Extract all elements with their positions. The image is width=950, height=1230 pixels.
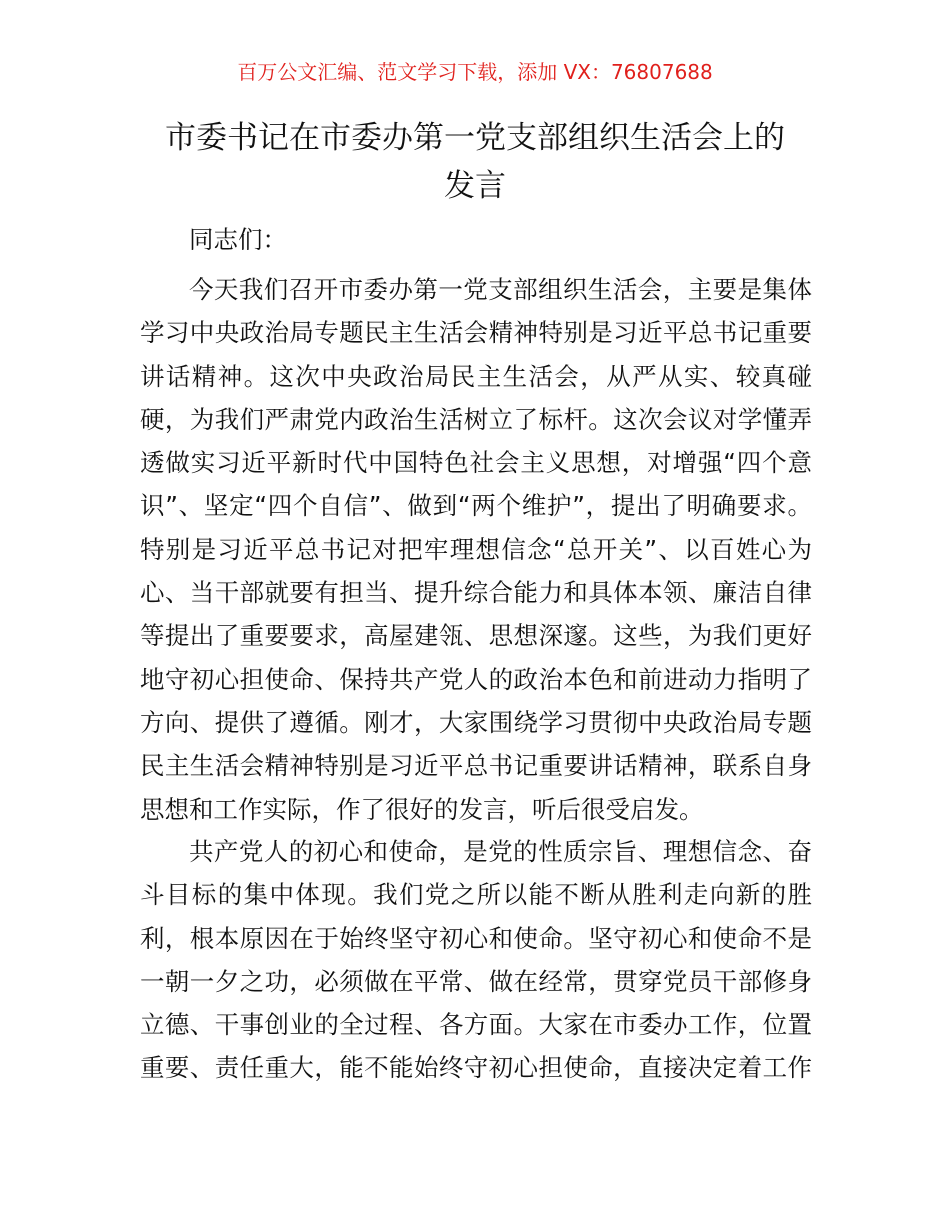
paragraph-line: 立德、干事创业的全过程、各方面。大家在市委办工作，位置 bbox=[140, 1010, 812, 1040]
paragraph-line: 今天我们召开市委办第一党支部组织生活会，主要是集体 bbox=[189, 275, 812, 304]
paragraph-line: 思想和工作实际，作了很好的发言，听后很受启发。 bbox=[140, 794, 704, 824]
paragraph-line: 学习中央政治局专题民主生活会精神特别是习近平总书记重要 bbox=[140, 318, 812, 348]
paragraph-line: 重要、责任重大，能不能始终守初心担使命，直接决定着工作 bbox=[140, 1053, 812, 1083]
paragraph-line: 特别是习近平总书记对把牢理想信念“总开关”、以百姓心为 bbox=[140, 534, 812, 564]
paragraph-line: 识”、坚定“四个自信”、做到“两个维护”，提出了明确要求。 bbox=[140, 491, 812, 521]
title-line-1: 市委书记在市委办第一党支部组织生活会上的 bbox=[165, 120, 785, 156]
paragraph-line: 共产党人的初心和使命，是党的性质宗旨、理想信念、奋 bbox=[189, 837, 812, 866]
paragraph-line: 斗目标的集中体现。我们党之所以能不断从胜利走向新的胜 bbox=[140, 880, 812, 910]
paragraph-line: 透做实习近平新时代中国特色社会主义思想，对增强“四个意 bbox=[140, 448, 812, 478]
document-title bbox=[140, 114, 810, 210]
paragraph-line: 方向、提供了遵循。刚才，大家围绕学习贯彻中央政治局专题 bbox=[140, 707, 812, 737]
paragraph-line: 硬，为我们严肃党内政治生活树立了标杆。这次会议对学懂弄 bbox=[140, 404, 812, 434]
paragraph-line: 民主生活会精神特别是习近平总书记重要讲话精神，联系自身 bbox=[140, 751, 812, 781]
paragraph-line: 一朝一夕之功，必须做在平常、做在经常，贯穿党员干部修身 bbox=[140, 966, 812, 996]
watermark-header-note: 百万公文汇编、范文学习下载，添加 VX：76807688 bbox=[237, 60, 713, 84]
paragraph-line: 讲话精神。这次中央政治局民主生活会，从严从实、较真碰 bbox=[140, 361, 812, 391]
paragraph-line: 利，根本原因在于始终坚守初心和使命。坚守初心和使命不是 bbox=[140, 923, 812, 953]
paragraph-1 bbox=[140, 268, 812, 831]
greeting: 同志们： bbox=[189, 225, 287, 254]
paragraph-line: 心、当干部就要有担当、提升综合能力和具体本领、廉洁自律 bbox=[140, 578, 812, 608]
paragraph-line: 地守初心担使命、保持共产党人的政治本色和前进动力指明了 bbox=[140, 664, 812, 694]
paragraph-2 bbox=[140, 830, 812, 1090]
paragraph-line: 等提出了重要要求，高屋建瓴、思想深邃。这些，为我们更好 bbox=[140, 621, 812, 651]
title-line-2: 发言 bbox=[444, 168, 506, 204]
